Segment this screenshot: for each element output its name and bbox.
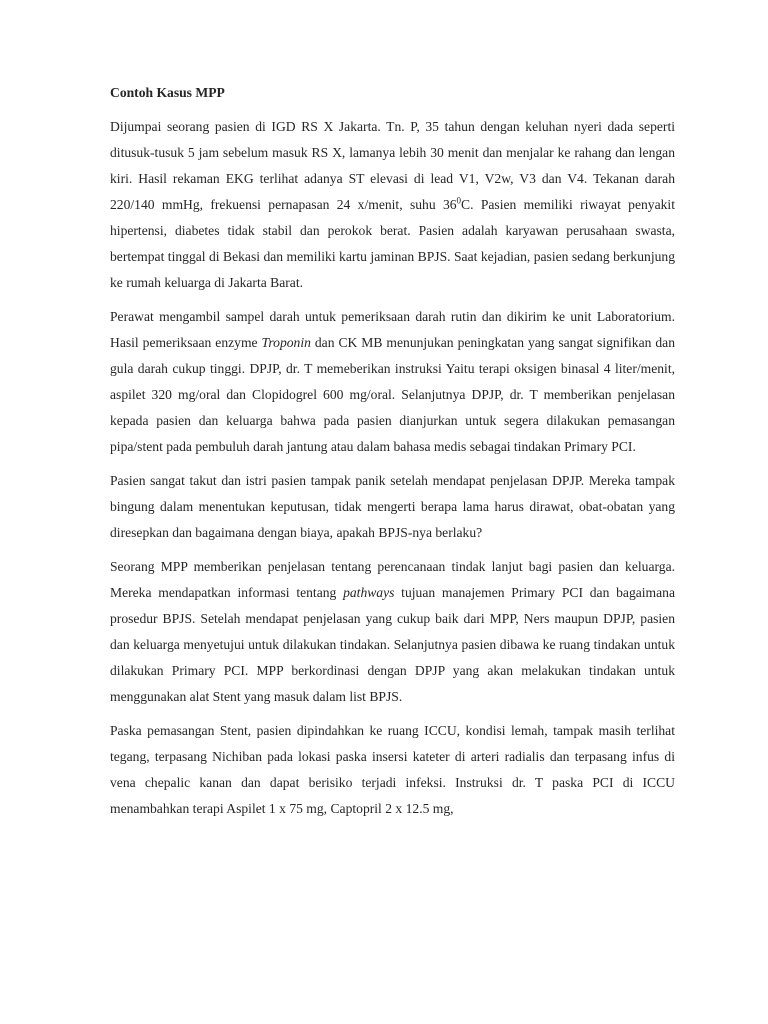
paragraph-3: Pasien sangat takut dan istri pasien tampak panik setelah mendapat penjelasan DPJP. Mereka tampak bingung dalam menentukan keputusan, tidak mengerti berapa lama harus dirawat, obat-obatan yang diresepkan dan bagaimana dengan biaya, apakah BPJS-nya berlaku? bbox=[110, 473, 675, 540]
document-page bbox=[110, 80, 675, 822]
paragraph-2-text-b: dan CK MB menunjukan peningkatan yang sangat signifikan dan gula darah cukup tinggi. DPJP, dr. T memeberikan instruksi Yaitu terapi oksigen binasal 4 liter/menit, aspilet 320 mg/oral dan Clopidogrel 600 mg/oral. Selanjutnya DPJP, dr. T memberikan penjelasan kepada pasien dan keluarga bahwa pada pasien dianjurkan untuk segera dilakukan pemasangan pipa/stent pada pembuluh darah jantung atau dalam bahasa medis sebagai tindakan Primary PCI. bbox=[110, 335, 675, 454]
paragraph-1-text-b: C. Pasien memiliki riwayat penyakit hipertensi, diabetes tidak stabil dan perokok berat. Pasien adalah karyawan perusahaan swasta, bertempat tinggal di Bekasi dan memiliki kartu jaminan BPJS. Saat kejadian, pasien sedang berkunjung ke rumah keluarga di Jakarta Barat. bbox=[110, 197, 675, 290]
paragraph-2-text-a: Perawat mengambil sampel darah untuk pemeriksaan darah rutin dan dikirim ke unit Laboratorium. Hasil pemeriksaan enzyme bbox=[110, 309, 675, 350]
troponin-term: Troponin bbox=[261, 335, 311, 350]
paragraph-1 bbox=[110, 114, 675, 296]
paragraph-4-text-a: Seorang MPP memberikan penjelasan tentang perencanaan tindak lanjut bagi pasien dan keluarga. Mereka mendapatkan informasi tentang bbox=[110, 559, 675, 600]
paragraph-4 bbox=[110, 554, 675, 710]
paragraph-1-text-a: Dijumpai seorang pasien di IGD RS X Jakarta. Tn. P, 35 tahun dengan keluhan nyeri dada seperti ditusuk-tusuk 5 jam sebelum masuk RS X, lamanya lebih 30 menit dan menjalar ke rahang dan lengan kiri. Hasil rekaman EKG terlihat adanya ST elevasi di lead V1, V2w, V3 dan V4. Tekanan darah 220/140 mmHg, frekuensi pernapasan 24 x/menit, suhu 36 bbox=[110, 119, 675, 212]
paragraph-2 bbox=[110, 304, 675, 460]
pathways-term: pathways bbox=[343, 585, 395, 600]
paragraph-5: Paska pemasangan Stent, pasien dipindahkan ke ruang ICCU, kondisi lemah, tampak masih terlihat tegang, terpasang Nichiban pada lokasi paska insersi kateter di arteri radialis dan terpasang infus di vena chepalic kanan dan dapat berisiko terjadi infeksi. Instruksi dr. T paska PCI di ICCU menambahkan terapi Aspilet 1 x 75 mg, Captopril 2 x 12.5 mg, bbox=[110, 723, 675, 816]
document-title: Contoh Kasus MPP bbox=[110, 85, 225, 100]
degree-superscript: 0 bbox=[456, 195, 462, 206]
paragraph-4-text-b: tujuan manajemen Primary PCI dan bagaimana prosedur BPJS. Setelah mendapat penjelasan yang cukup baik dari MPP, Ners maupun DPJP, pasien dan keluarga menyetujui untuk dilakukan tindakan. Selanjutnya pasien dibawa ke ruang tindakan untuk dilakukan Primary PCI. MPP berkordinasi dengan DPJP yang akan melakukan tindakan untuk menggunakan alat Stent yang masuk dalam list BPJS. bbox=[110, 585, 675, 704]
